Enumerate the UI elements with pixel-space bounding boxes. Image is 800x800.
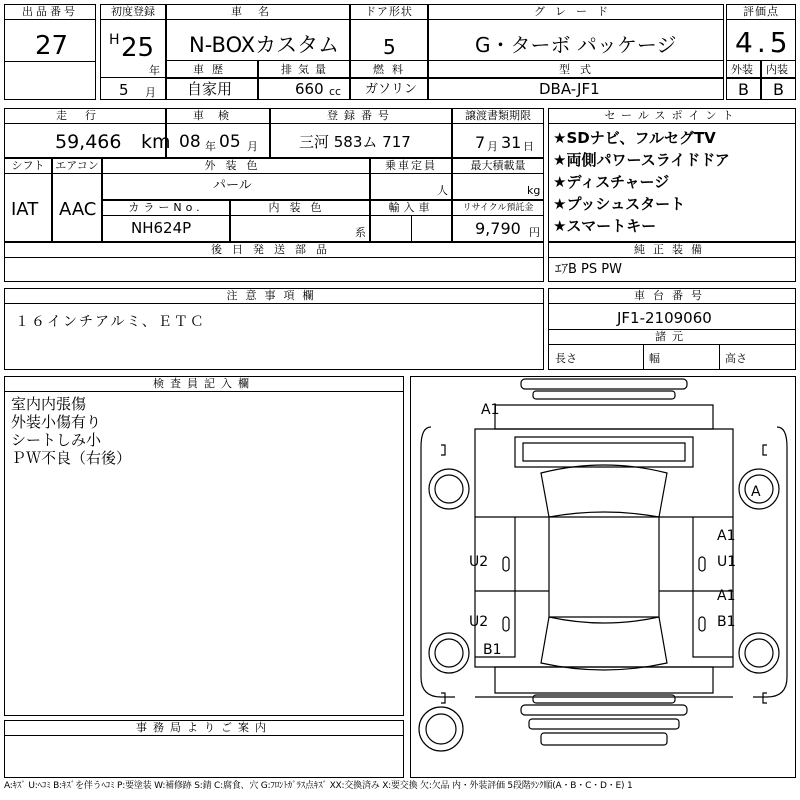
exterior-color-label: 外装色 [103, 159, 369, 174]
mark-left-front-door: U2 [469, 554, 489, 570]
recycle-box [452, 200, 544, 242]
sales-point: ★プッシュスタート [553, 195, 686, 213]
regno-box [270, 108, 452, 158]
model-value: DBA-JF1 [539, 80, 600, 98]
mark-left-rear-wheel: B1 [483, 642, 502, 658]
car-diagram [410, 376, 796, 778]
interior-color-label: 内装色 [231, 201, 369, 216]
load-label: 最大積載量 [453, 159, 543, 174]
doors-label: ドア形状 [351, 5, 427, 20]
insp-year-unit: 年 [205, 140, 216, 153]
color-no-box [102, 200, 230, 242]
fuel-label: 燃料 [373, 63, 411, 76]
name-label: 車名 [167, 5, 349, 20]
int-value: B [773, 80, 784, 99]
inspector-line: 室内内張傷 [11, 395, 87, 413]
import-label: 輸入車 [371, 201, 451, 216]
era-value: H [109, 32, 120, 48]
interior-color-unit: 系 [355, 226, 366, 239]
width-label: 幅 [649, 352, 660, 365]
inspector-line: ＰＷ不良（右後） [11, 449, 132, 467]
insp-month-unit: 月 [247, 140, 258, 153]
import-box [370, 200, 452, 242]
displacement-label-cell [258, 60, 350, 78]
history-value: 自家用 [187, 80, 233, 98]
equipment-value: ｴｱB PS PW [555, 262, 622, 277]
interior-color-box [230, 200, 370, 242]
score-label: 評価点 [727, 5, 795, 20]
ext-label-cell [726, 60, 761, 78]
inspector-line: 外装小傷有り [11, 413, 102, 431]
first-reg-box [100, 4, 166, 100]
ext-value: B [738, 80, 749, 99]
displacement-label: 排気量 [281, 63, 332, 76]
lot-label: 出品番号 [5, 5, 95, 20]
office-box [4, 720, 404, 778]
length-label: 長さ [555, 352, 577, 365]
mark-spare: A [751, 484, 761, 500]
color-no-label: カラーNo. [103, 201, 229, 216]
equipment-box [548, 242, 796, 282]
capacity-unit: 人 [437, 184, 448, 197]
score-value: 4.5 [735, 26, 792, 59]
sales-point: ★ディスチャージ [553, 173, 670, 191]
inspector-box [4, 376, 404, 716]
fuel-value: ガソリン [365, 82, 418, 97]
sales-box [548, 108, 796, 242]
mark-left-rear-door: U2 [469, 614, 489, 630]
mark-right-front-door-a: A1 [717, 528, 736, 544]
lot-value: 27 [35, 31, 69, 61]
inspection-label: 車検 [167, 109, 269, 124]
notes-box [4, 288, 544, 370]
transfer-day-unit: 日 [523, 140, 534, 153]
shift-box [4, 158, 52, 242]
inspection-box [166, 108, 270, 158]
month-unit: 月 [145, 86, 156, 99]
inspector-label: 検査員記入欄 [5, 377, 403, 392]
sales-point: ★スマートキー [553, 217, 657, 235]
model-label-cell [428, 60, 724, 78]
office-label: 事務局よりご案内 [5, 721, 403, 736]
doors-value: 5 [383, 35, 396, 59]
notes-label: 注意事項欄 [5, 289, 543, 304]
ext-label: 外装 [731, 63, 753, 76]
history-label-cell [166, 60, 258, 78]
recycle-value: 9,790 [475, 219, 521, 238]
height-label: 高さ [725, 352, 747, 365]
displacement-unit: cc [329, 85, 342, 98]
displacement-value: 660 [295, 80, 324, 98]
dims-label: 諸元 [549, 329, 795, 345]
model-value-cell [428, 78, 724, 100]
fuel-value-cell [350, 78, 428, 100]
insp-year: 08 [179, 132, 201, 152]
regno-value: 三河 583ム 717 [299, 133, 411, 151]
regno-label: 登録番号 [271, 109, 451, 124]
mileage-box [4, 108, 171, 158]
inspector-line: シートしみ小 [11, 431, 102, 449]
ac-value: AAC [59, 199, 97, 220]
displacement-value-cell [258, 78, 350, 100]
insp-month: 05 [219, 132, 241, 152]
mileage-value: 59,466 [55, 131, 122, 153]
year-unit: 年 [149, 64, 160, 77]
transfer-month: 7 [475, 133, 486, 152]
later-parts-label: 後日発送部品 [5, 243, 543, 258]
sales-point: ★SDナビ、フルセグTV [553, 129, 716, 147]
transfer-day: 31 [501, 133, 522, 152]
load-unit: kg [527, 184, 541, 197]
ac-label: エアコン [53, 159, 101, 174]
ext-value-cell [726, 78, 761, 100]
recycle-label: リサイクル預託金 [453, 201, 543, 216]
sales-label: セールスポイント [549, 109, 795, 124]
sales-point: ★両側パワースライドドア [553, 151, 730, 169]
int-value-cell [761, 78, 796, 100]
int-label: 内装 [766, 63, 788, 76]
mark-right-rear-door-b: B1 [717, 614, 736, 630]
load-box [452, 158, 544, 200]
transfer-label: 譲渡書類期限 [453, 109, 543, 124]
model-label: 型式 [559, 63, 601, 76]
transfer-month-unit: 月 [487, 140, 498, 153]
mark-front: A1 [481, 402, 500, 418]
name-value: N-BOXカスタム [189, 33, 340, 57]
recycle-unit: 円 [529, 226, 540, 239]
capacity-box [370, 158, 452, 200]
month-value: 5 [119, 81, 129, 99]
exterior-color-box [102, 158, 370, 200]
exterior-color-value: パール [213, 178, 252, 193]
color-no-value: NH624P [131, 219, 192, 237]
ac-box [52, 158, 102, 242]
later-parts-box [4, 242, 544, 282]
equipment-label: 純正装備 [549, 243, 795, 258]
grade-label: グレード [429, 5, 723, 20]
car-outline [411, 377, 797, 779]
mark-right-rear-door-a: A1 [717, 588, 736, 604]
history-label: 車歴 [193, 63, 231, 76]
history-value-cell [166, 78, 258, 100]
year-value: 25 [121, 33, 155, 63]
first-reg-label: 初度登録 [101, 5, 165, 20]
mileage-label: 走行 [5, 109, 165, 124]
shift-label: シフト [5, 159, 51, 174]
grade-value: G・ターボ パッケージ [475, 33, 677, 57]
notes-value: １６インチアルミ、ＥＴＣ [15, 314, 206, 330]
transfer-box [452, 108, 544, 158]
chassis-label: 車台番号 [549, 289, 795, 304]
capacity-label: 乗車定員 [371, 159, 451, 174]
chassis-value: JF1-2109060 [617, 309, 712, 327]
legend: A:ｷｽﾞ U:ﾍｺﾐ B:ｷｽﾞを伴うﾍｺﾐ P:要塗装 W:補修跡 S:錆 C:腐食、穴 G:ﾌﾛﾝﾄｶﾞﾗｽ点ｷｽﾞ XX:交換済み X:要交換 欠:欠品 内・外装評価 5段階ﾗﾝｸ順(A・B・C・D・E) 1 [4, 781, 633, 791]
chassis-box [548, 288, 796, 370]
mark-right-front-door-b: U1 [717, 554, 737, 570]
lot-box [4, 4, 96, 100]
shift-value: IAT [11, 199, 39, 220]
int-label-cell [761, 60, 796, 78]
mileage-unit: km [141, 131, 171, 153]
fuel-label-cell [350, 60, 428, 78]
